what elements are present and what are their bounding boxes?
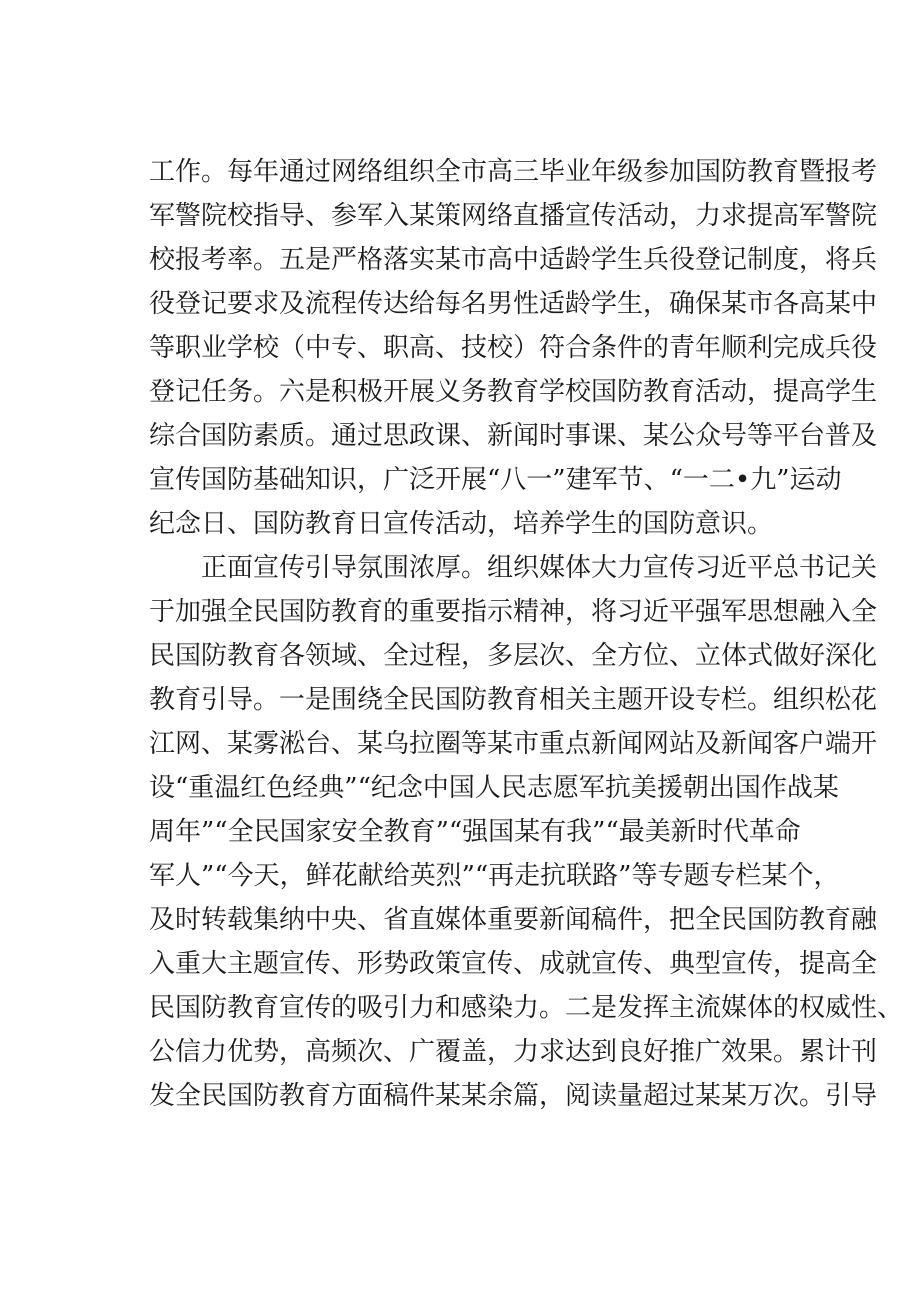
text-line: 于加强全民国防教育的重要指示精神，将习近平强军思想融入全 [149,597,878,627]
text-line: 入重大主题宣传、形势政策宣传、成就宣传、典型宣传，提高全 [149,949,878,979]
text-line: 宣传国防基础知识，广泛开展“八一”建军节、“一二•九”运动 [149,465,842,495]
text-line: 周年”“全民国家安全教育”“强国某有我”“最美新时代革命 [149,817,801,847]
text-line: 正面宣传引导氛围浓厚。组织媒体大力宣传习近平总书记关 [201,553,878,583]
paragraph-1 [149,150,878,546]
text-line: 教育引导。一是围绕全民国防教育相关主题开设专栏。组织松花 [149,685,878,715]
text-line: 役登记要求及流程传达给每名男性适龄学生，确保某市各高某中 [149,289,878,319]
text-line: 发全民国防教育方面稿件某某余篇，阅读量超过某某万次。引导 [149,1081,878,1111]
text-line: 民国防教育宣传的吸引力和感染力。二是发挥主流媒体的权威性、 [149,993,904,1023]
text-line: 江网、某雾淞台、某乌拉圈等某市重点新闻网站及新闻客户端开 [149,729,878,759]
text-line: 民国防教育各领域、全过程，多层次、全方位、立体式做好深化 [149,641,878,671]
text-line: 公信力优势，高频次、广覆盖，力求达到良好推广效果。累计刊 [149,1037,878,1067]
text-line: 等职业学校（中专、职高、技校）符合条件的青年顺利完成兵役 [149,333,878,363]
document-body [149,150,904,1118]
text-line: 工作。每年通过网络组织全市高三毕业年级参加国防教育暨报考 [149,157,878,187]
text-line: 军人”“今天，鲜花献给英烈”“再走抗联路”等专题专栏某个， [149,861,840,891]
text-line: 校报考率。五是严格落实某市高中适龄学生兵役登记制度，将兵 [149,245,878,275]
text-line: 登记任务。六是积极开展义务教育学校国防教育活动，提高学生 [149,377,878,407]
text-line: 及时转载集纳中央、省直媒体重要新闻稿件，把全民国防教育融 [149,905,878,935]
paragraph-2 [149,546,904,1118]
text-line: 纪念日、国防教育日宣传活动，培养学生的国防意识。 [149,509,774,539]
text-line: 设“重温红色经典”“纪念中国人民志愿军抗美援朝出国作战某 [149,773,839,803]
text-line: 综合国防素质。通过思政课、新闻时事课、某公众号等平台普及 [149,421,878,451]
text-line: 军警院校指导、参军入某策网络直播宣传活动，力求提高军警院 [149,201,878,231]
